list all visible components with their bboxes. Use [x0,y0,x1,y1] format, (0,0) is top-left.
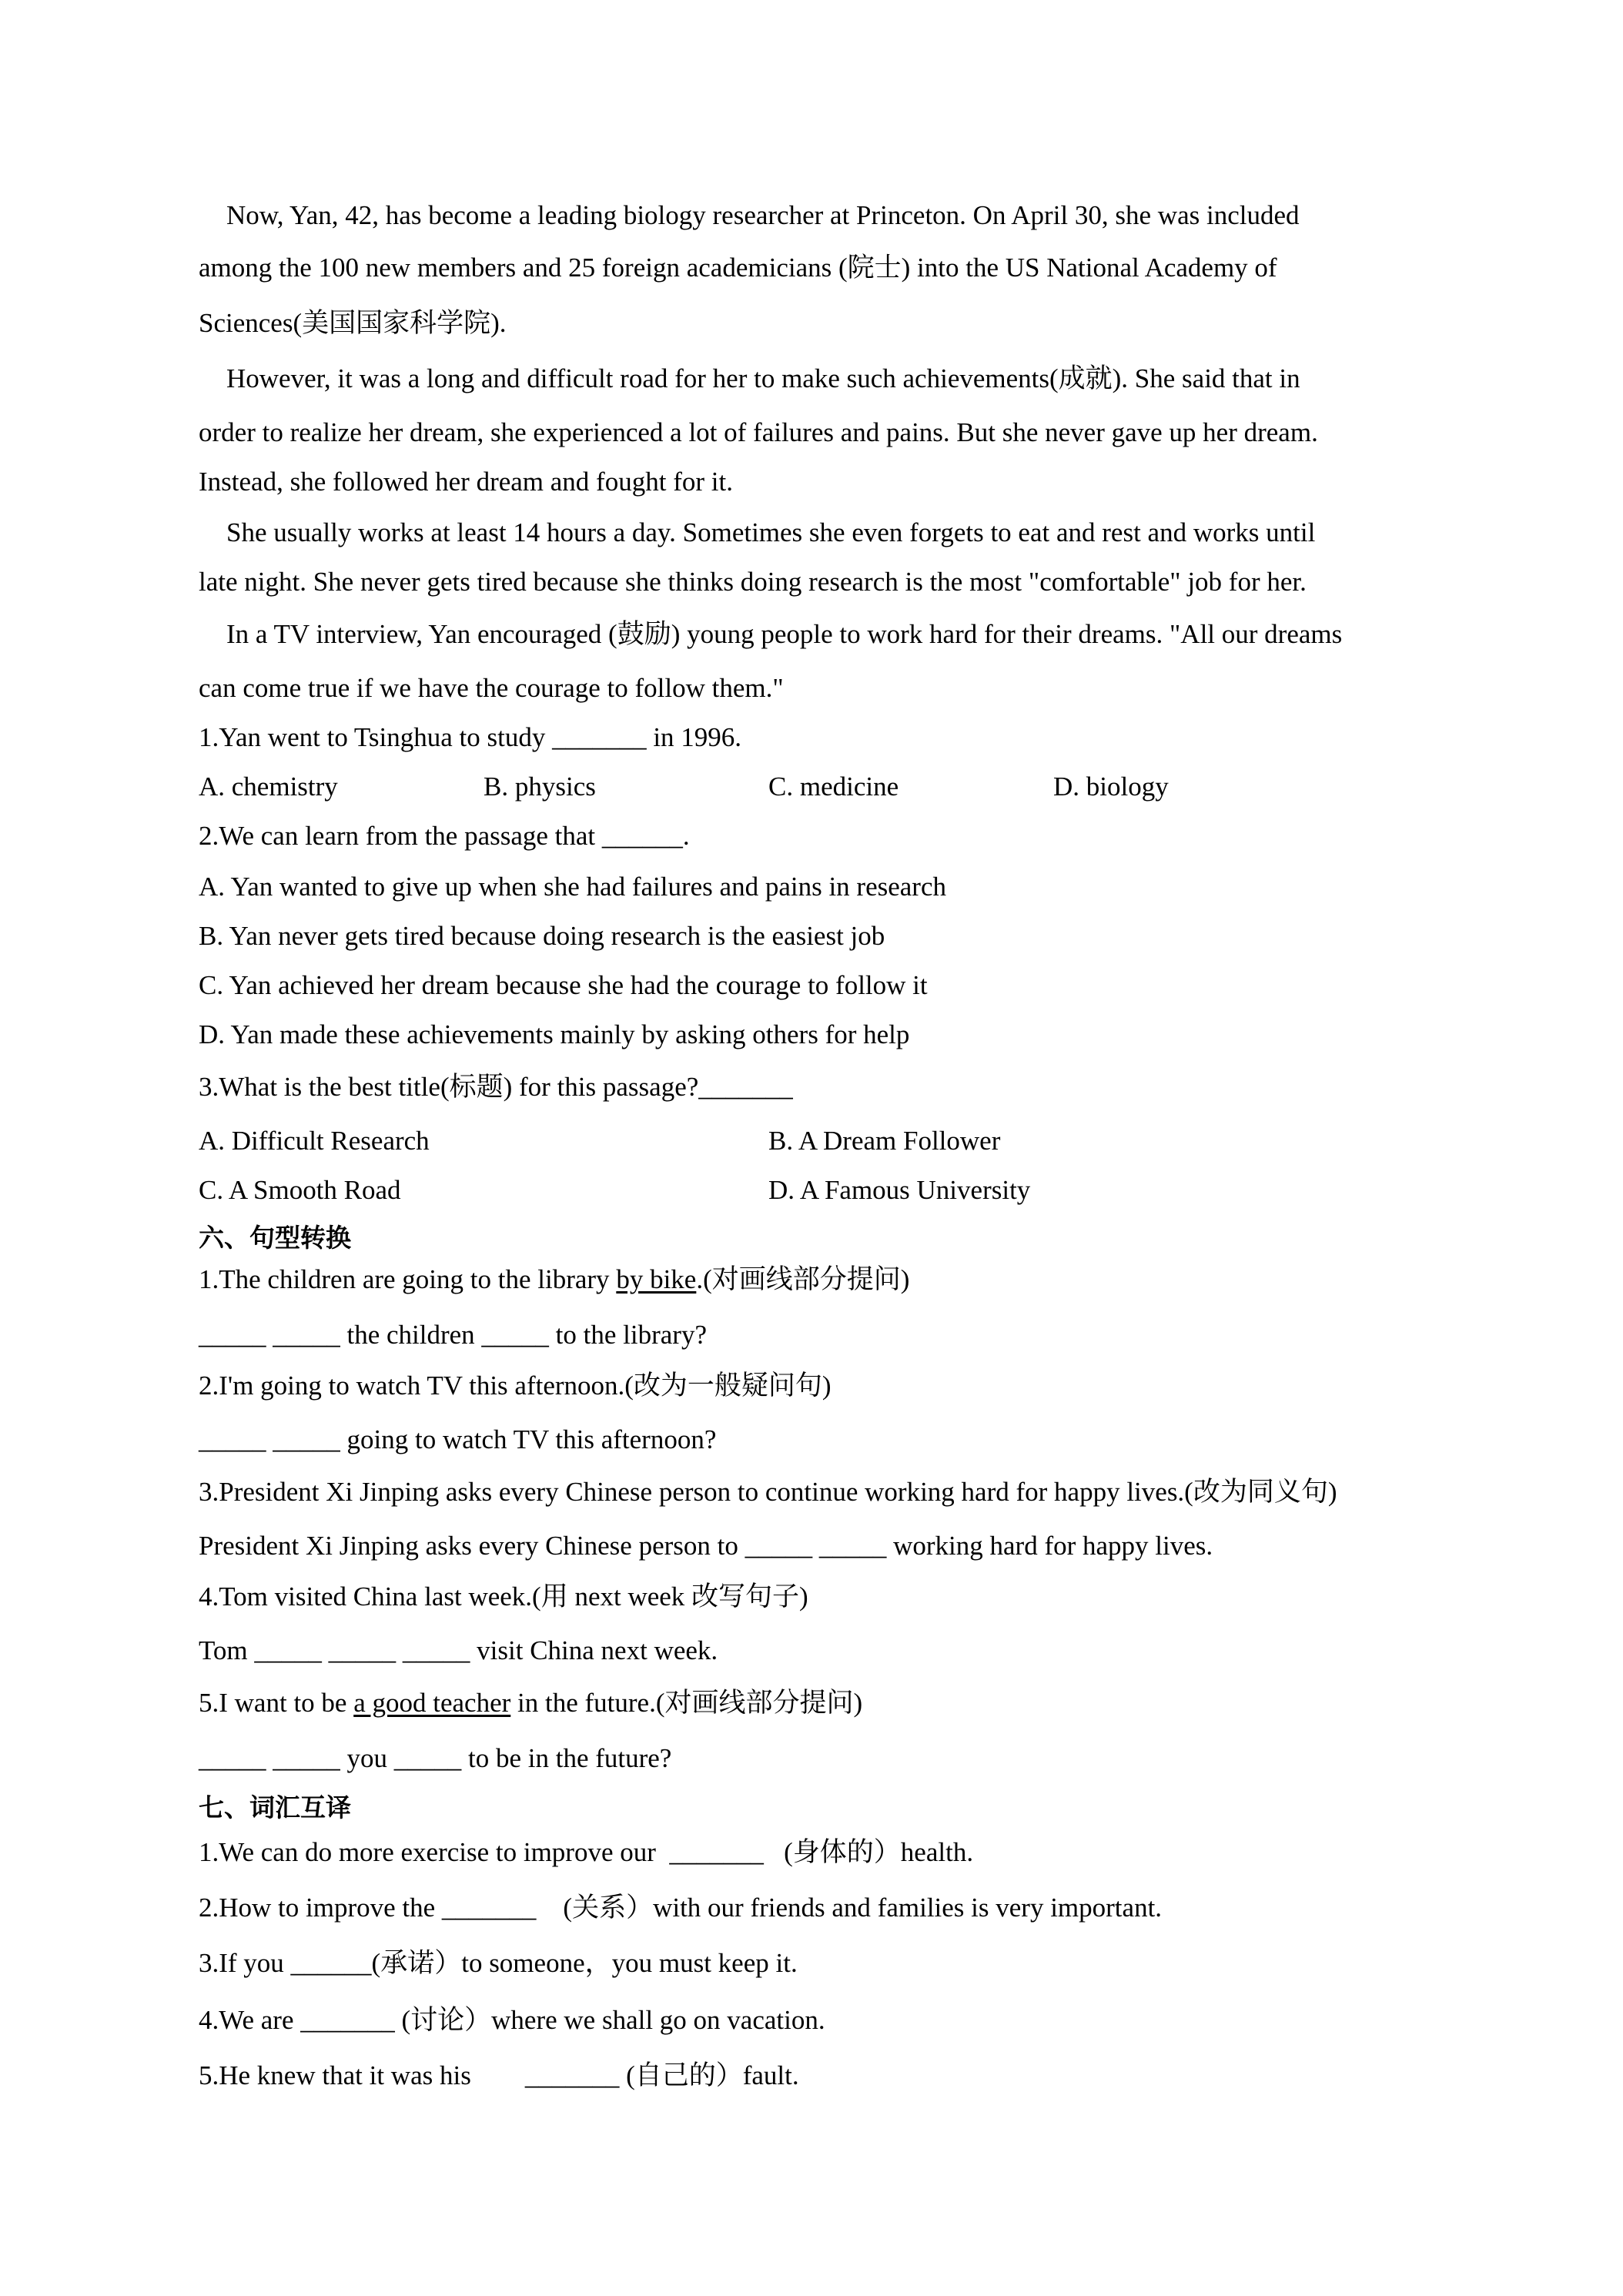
exercise-answer: President Xi Jinping asks every Chinese person to _____ _____ working hard for happy lives. [199,1531,1213,1561]
answer-option: C. Yan achieved her dream because she had the courage to follow it [199,970,928,1000]
answer-option: B. Yan never gets tired because doing research is the easiest job [199,921,885,951]
answer-option: B. physics [484,771,596,802]
answer-option: D. Yan made these achievements mainly by asking others for help [199,1019,910,1049]
answer-option: C. A Smooth Road [199,1175,401,1205]
answer-option: A. Difficult Research [199,1126,430,1156]
underlined-phrase: by bike [616,1264,697,1294]
stem-text: 1.The children are going to the library [199,1264,617,1294]
exercise-answer: _____ _____ the children _____ to the library? [199,1320,707,1350]
stem-instruction: .(对画线部分提问) [696,1264,910,1294]
exercise-answer: _____ _____ going to watch TV this afternoon? [199,1424,717,1454]
exercise-answer: _____ _____ you _____ to be in the future? [199,1743,672,1773]
vocab-item: 2.How to improve the _______ (关系）with our friends and families is very important. [199,1893,1163,1923]
exercise-stem [199,1263,909,1297]
answer-option: D. A Famous University [768,1175,1031,1205]
exercise-stem: 2.I'm going to watch TV this afternoon.(改为一般疑问句) [199,1371,832,1401]
vocab-item: 1.We can do more exercise to improve our _______ (身体的）health. [199,1837,974,1867]
vocab-item: 5.He knew that it was his _______ (自己的）fault. [199,2060,799,2090]
exercise-answer: Tom _____ _____ _____ visit China next week. [199,1635,718,1665]
passage-line: can come true if we have the courage to follow them." [199,673,784,703]
question-stem: 1.Yan went to Tsinghua to study _______ in 1996. [199,722,742,752]
passage-line: late night. She never gets tired because she thinks doing research is the most "comfortable" job for her. [199,567,1307,597]
answer-option: B. A Dream Follower [768,1126,1001,1156]
passage-line: Now, Yan, 42, has become a leading biology researcher at Princeton. On April 30, she was included [226,200,1300,230]
stem-instruction: in the future.(对画线部分提问) [510,1688,863,1718]
passage-line: She usually works at least 14 hours a day. Sometimes she even forgets to eat and rest and works until [226,517,1316,547]
vocab-item: 3.If you ______(承诺）to someone，you must keep it. [199,1948,798,1978]
underlined-phrase: a good teacher [353,1688,511,1718]
passage-line: In a TV interview, Yan encouraged (鼓励) young people to work hard for their dreams. "All our dreams [226,619,1343,649]
question-stem: 3.What is the best title(标题) for this passage?_______ [199,1072,793,1102]
section-heading: 六、句型转换 [199,1223,351,1253]
question-stem: 2.We can learn from the passage that ______. [199,821,690,851]
section-heading: 七、词汇互译 [199,1792,351,1822]
answer-option: A. chemistry [199,771,338,802]
exercise-stem [199,1686,862,1720]
answer-option: C. medicine [768,771,899,802]
stem-text: 5.I want to be [199,1688,354,1718]
exercise-stem: 3.President Xi Jinping asks every Chinese person to continue working hard for happy lives.(改为同义句) [199,1477,1337,1507]
answer-option: D. biology [1053,771,1169,802]
vocab-item: 4.We are _______ (讨论）where we shall go on vacation. [199,2005,825,2035]
passage-line: However, it was a long and difficult road for her to make such achievements(成就). She said that in [226,363,1300,393]
exercise-stem: 4.Tom visited China last week.(用 next week 改写句子) [199,1581,808,1612]
passage-line: Instead, she followed her dream and fought for it. [199,467,733,497]
passage-line: Sciences(美国国家科学院). [199,308,507,338]
passage-line: among the 100 new members and 25 foreign academicians (院士) into the US National Academy of [199,253,1277,283]
answer-option: A. Yan wanted to give up when she had failures and pains in research [199,872,946,902]
passage-line: order to realize her dream, she experienced a lot of failures and pains. But she never gave up her dream. [199,417,1318,447]
